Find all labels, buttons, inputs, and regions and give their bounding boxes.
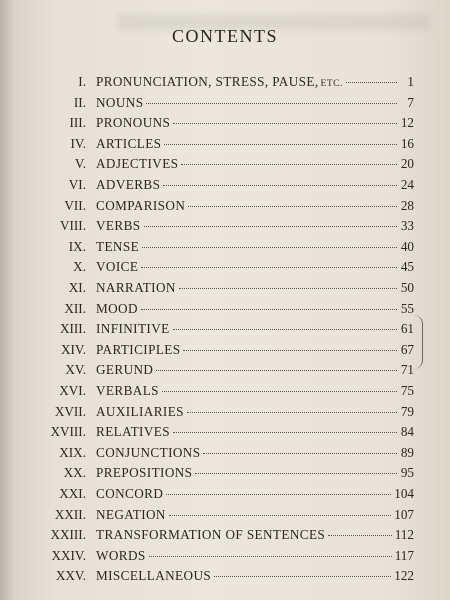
- chapter-title: WORDS: [96, 547, 146, 563]
- toc-entry: [96, 422, 414, 442]
- chapter-number: XVI.: [59, 383, 86, 398]
- page-number: 107: [394, 506, 414, 522]
- toc-row: [0, 360, 450, 380]
- dot-leader: [163, 185, 397, 186]
- chapter-number: IX.: [68, 238, 86, 254]
- toc-row: [0, 525, 450, 545]
- page-number: 20: [400, 156, 414, 172]
- page-number: 89: [400, 444, 414, 460]
- chapter-title: PARTICIPLES: [96, 341, 181, 357]
- toc-row: [0, 340, 450, 360]
- chapter-title: CONCORD: [96, 486, 164, 501]
- toc-row: [0, 134, 450, 154]
- grouping-bracket: [414, 315, 423, 369]
- toc-entry: [96, 216, 414, 236]
- chapter-number: XXIII.: [50, 527, 86, 543]
- toc-entry: [96, 93, 414, 113]
- chapter-title: PRONUNCIATION, STRESS, PAUSE,: [96, 74, 319, 89]
- chapter-title: COMPARISON: [96, 197, 186, 213]
- dot-leader: [179, 288, 397, 289]
- chapter-number: X.: [73, 259, 86, 275]
- chapter-title: INFINITIVE: [96, 321, 170, 337]
- toc-row: [0, 93, 450, 113]
- toc-entry: [96, 484, 414, 504]
- toc-row: [0, 319, 450, 339]
- chapter-number: V.: [74, 156, 86, 172]
- toc-row: [0, 546, 450, 566]
- page-number: 50: [400, 280, 414, 295]
- dot-leader: [173, 329, 397, 330]
- chapter-title: PREPOSITIONS: [96, 465, 193, 481]
- chapter-title: MOOD: [96, 300, 138, 316]
- chapter-title: ADJECTIVES: [96, 156, 179, 172]
- chapter-number: XIV.: [60, 341, 86, 357]
- chapter-title: ADVERBS: [96, 177, 161, 192]
- chapter-number: XX.: [63, 465, 86, 481]
- chapter-title: VOICE: [96, 259, 139, 275]
- page-number: 33: [400, 218, 414, 234]
- page-number: 71: [400, 362, 414, 378]
- chapter-title: PRONOUNS: [96, 115, 171, 131]
- toc-row: [0, 566, 450, 586]
- toc-entry: [96, 113, 414, 133]
- dot-leader: [166, 494, 391, 495]
- dot-leader: [169, 515, 391, 516]
- toc-entry: [96, 402, 414, 422]
- chapter-number: VII.: [64, 197, 86, 213]
- toc-row: [0, 381, 450, 401]
- toc-entry: [96, 319, 414, 339]
- dot-leader: [146, 103, 397, 104]
- toc-row: [0, 505, 450, 525]
- toc-row: [0, 443, 450, 463]
- toc-entry: [96, 154, 414, 174]
- dot-leader: [141, 309, 397, 310]
- toc-row: [0, 72, 450, 92]
- toc-entry: [96, 278, 414, 298]
- page-number: 104: [394, 486, 414, 501]
- toc-entry: [96, 381, 414, 401]
- page-number: 122: [394, 568, 414, 584]
- toc-entry: [96, 237, 414, 257]
- chapter-title: VERBS: [96, 218, 141, 234]
- toc-entry: [96, 134, 414, 154]
- dot-leader: [149, 556, 392, 557]
- toc-row: [0, 113, 450, 133]
- chapter-number: I.: [78, 74, 86, 89]
- toc-entry: [96, 340, 414, 360]
- page-number: 112: [394, 527, 414, 543]
- toc-entry: [96, 463, 414, 483]
- dot-leader: [156, 370, 397, 371]
- chapter-title: RELATIVES: [96, 424, 170, 440]
- dot-leader: [173, 432, 397, 433]
- toc-entry: [96, 196, 414, 216]
- dot-leader: [195, 473, 397, 474]
- toc-entry: [96, 546, 414, 566]
- page-number: 7: [407, 94, 414, 110]
- dot-leader: [141, 267, 397, 268]
- toc-entry: [96, 72, 414, 94]
- toc-entry: [96, 525, 414, 545]
- chapter-number: XII.: [64, 300, 86, 316]
- chapter-number: XXI.: [59, 486, 86, 501]
- chapter-number: XI.: [68, 280, 86, 295]
- toc-entry: [96, 175, 414, 195]
- chapter-title: TRANSFORMATION OF SENTENCES: [96, 527, 326, 543]
- chapter-number: II.: [73, 94, 86, 110]
- toc-row: [0, 422, 450, 442]
- toc-entry: [96, 566, 414, 586]
- chapter-number: XV.: [65, 362, 86, 378]
- chapter-title: NOUNS: [96, 94, 144, 110]
- page-number: 61: [400, 321, 414, 337]
- page-number: 55: [400, 300, 414, 316]
- dot-leader: [181, 164, 397, 165]
- dot-leader: [187, 412, 397, 413]
- toc-entry: [96, 360, 414, 380]
- chapter-title: MISCELLANEOUS: [96, 568, 212, 584]
- chapter-number: XXIV.: [51, 547, 86, 563]
- page-title: CONTENTS: [172, 26, 278, 46]
- dot-leader: [328, 535, 392, 536]
- page-number: 75: [400, 383, 414, 398]
- toc-row: [0, 299, 450, 319]
- chapter-title: TENSE: [96, 238, 140, 254]
- page-number: 84: [400, 424, 414, 440]
- dot-leader: [173, 123, 397, 124]
- toc-entry: [96, 257, 414, 277]
- chapter-number: XVIII.: [50, 424, 86, 440]
- toc-row: [0, 154, 450, 174]
- chapter-number: VIII.: [60, 218, 86, 234]
- dot-leader: [214, 576, 391, 577]
- chapter-title: VERBALS: [96, 383, 159, 398]
- dot-leader: [188, 206, 397, 207]
- toc-row: [0, 463, 450, 483]
- toc-entry: [96, 443, 414, 463]
- chapter-number: XXV.: [55, 568, 86, 584]
- page-number: 12: [400, 115, 414, 131]
- page-number: 40: [400, 238, 414, 254]
- toc-entry: [96, 505, 414, 525]
- page-number: 67: [400, 341, 414, 357]
- chapter-number: XIII.: [60, 321, 86, 337]
- toc-row: [0, 278, 450, 298]
- chapter-title: CONJUNCTIONS: [96, 444, 201, 460]
- chapter-number: XIX.: [59, 444, 86, 460]
- toc-row: [0, 175, 450, 195]
- dot-leader: [346, 82, 397, 83]
- chapter-title: NEGATION: [96, 506, 166, 522]
- chapter-title-suffix: ETC.: [320, 79, 343, 89]
- toc-row: [0, 237, 450, 257]
- toc-row: [0, 484, 450, 504]
- chapter-number: IV.: [70, 135, 86, 151]
- page-number: 45: [400, 259, 414, 275]
- page-number: 1: [407, 74, 414, 89]
- chapter-number: XVII.: [54, 403, 86, 419]
- dot-leader: [144, 226, 397, 227]
- dot-leader: [203, 453, 397, 454]
- page-number: 79: [400, 403, 414, 419]
- page-number: 16: [400, 135, 414, 151]
- dot-leader: [162, 391, 397, 392]
- chapter-number: VI.: [68, 177, 86, 192]
- page-number: 117: [394, 547, 414, 563]
- toc-entry: [96, 299, 414, 319]
- chapter-title: AUXILIARIES: [96, 403, 184, 419]
- toc-row: [0, 402, 450, 422]
- dot-leader: [183, 350, 397, 351]
- toc-row: [0, 196, 450, 216]
- page-number: 24: [400, 177, 414, 192]
- chapter-title: ARTICLES: [96, 135, 162, 151]
- dot-leader: [164, 144, 397, 145]
- page-number: 28: [400, 197, 414, 213]
- page-number: 95: [400, 465, 414, 481]
- chapter-title: GERUND: [96, 362, 154, 378]
- chapter-number: III.: [69, 115, 86, 131]
- chapter-title: NARRATION: [96, 280, 176, 295]
- dot-leader: [142, 247, 397, 248]
- chapter-number: XXII.: [54, 506, 86, 522]
- toc-row: [0, 257, 450, 277]
- toc-row: [0, 216, 450, 236]
